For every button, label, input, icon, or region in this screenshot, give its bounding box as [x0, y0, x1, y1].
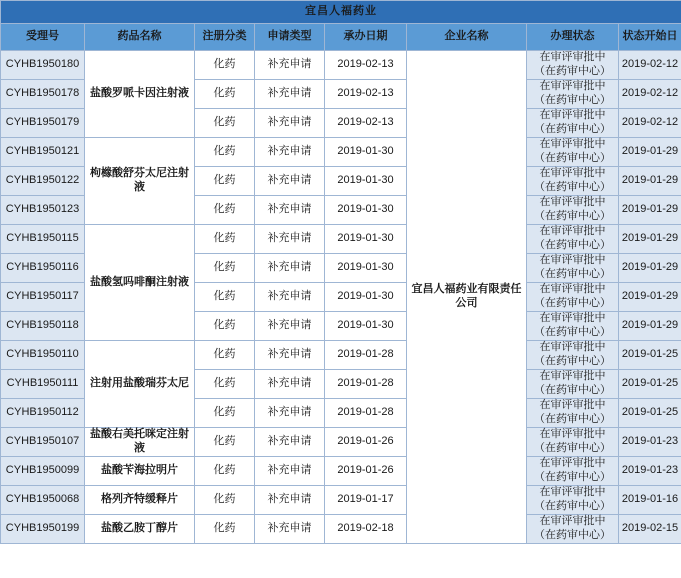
status-line-1: 在审评审批中 — [539, 51, 606, 64]
status-line-1: 在审评审批中 — [539, 399, 606, 412]
cell-application-type: 补充申请 — [255, 341, 325, 370]
cell-status-start-date: 2019-01-29 — [619, 167, 681, 196]
cell-process-status — [527, 312, 619, 341]
cell-status-start-date: 2019-01-29 — [619, 283, 681, 312]
cell-application-type: 补充申请 — [255, 283, 325, 312]
cell-process-status — [527, 399, 619, 428]
cell-application-type: 补充申请 — [255, 196, 325, 225]
column-header-drug-name: 药品名称 — [85, 24, 195, 51]
cell-acceptance-no: CYHB1950199 — [1, 515, 85, 544]
status-line-2: （在药审中心） — [534, 297, 611, 309]
cell-status-start-date: 2019-01-29 — [619, 312, 681, 341]
cell-registration-category: 化药 — [195, 515, 255, 544]
cell-registration-category: 化药 — [195, 370, 255, 399]
cell-undertake-date: 2019-02-13 — [325, 109, 407, 138]
cell-application-type: 补充申请 — [255, 138, 325, 167]
status-line-2: （在药审中心） — [534, 152, 611, 164]
cell-drug-name: 盐酸氢吗啡酮注射液 — [85, 225, 195, 341]
status-line-2: （在药审中心） — [534, 210, 611, 222]
cell-process-status — [527, 51, 619, 80]
cell-registration-category: 化药 — [195, 80, 255, 109]
cell-acceptance-no: CYHB1950068 — [1, 486, 85, 515]
status-line-2: （在药审中心） — [534, 123, 611, 135]
cell-undertake-date: 2019-01-17 — [325, 486, 407, 515]
status-line-2: （在药审中心） — [534, 181, 611, 193]
cell-process-status — [527, 196, 619, 225]
cell-registration-category: 化药 — [195, 399, 255, 428]
status-line-1: 在审评审批中 — [539, 312, 606, 325]
cell-drug-name: 注射用盐酸瑞芬太尼 — [85, 341, 195, 428]
cell-registration-category: 化药 — [195, 486, 255, 515]
cell-undertake-date: 2019-02-13 — [325, 51, 407, 80]
cell-acceptance-no: CYHB1950112 — [1, 399, 85, 428]
cell-status-start-date: 2019-01-29 — [619, 254, 681, 283]
table-body — [1, 51, 681, 544]
cell-undertake-date: 2019-01-28 — [325, 399, 407, 428]
cell-registration-category: 化药 — [195, 341, 255, 370]
column-header-process-status: 办理状态 — [527, 24, 619, 51]
cell-process-status — [527, 138, 619, 167]
cell-drug-name: 枸橼酸舒芬太尼注射液 — [85, 138, 195, 225]
cell-undertake-date: 2019-01-30 — [325, 196, 407, 225]
status-line-1: 在审评审批中 — [539, 167, 606, 180]
status-line-1: 在审评审批中 — [539, 370, 606, 383]
cell-application-type: 补充申请 — [255, 428, 325, 457]
cell-drug-name: 盐酸右美托咪定注射液 — [85, 428, 195, 457]
cell-application-type: 补充申请 — [255, 51, 325, 80]
cell-registration-category: 化药 — [195, 225, 255, 254]
cell-registration-category: 化药 — [195, 283, 255, 312]
cell-process-status — [527, 167, 619, 196]
status-line-1: 在审评审批中 — [539, 341, 606, 354]
status-line-1: 在审评审批中 — [539, 254, 606, 267]
cell-undertake-date: 2019-02-18 — [325, 515, 407, 544]
cell-undertake-date: 2019-01-28 — [325, 341, 407, 370]
cell-acceptance-no: CYHB1950099 — [1, 457, 85, 486]
cell-status-start-date: 2019-01-29 — [619, 225, 681, 254]
page-title: 宜昌人福药业 — [1, 1, 681, 24]
cell-registration-category: 化药 — [195, 428, 255, 457]
status-line-1: 在审评审批中 — [539, 428, 606, 441]
cell-application-type: 补充申请 — [255, 254, 325, 283]
table-row — [1, 225, 681, 254]
cell-company-name: 宜昌人福药业有限责任公司 — [407, 51, 527, 544]
cell-registration-category: 化药 — [195, 254, 255, 283]
cell-process-status — [527, 80, 619, 109]
table-row — [1, 486, 681, 515]
cell-application-type: 补充申请 — [255, 312, 325, 341]
cell-acceptance-no: CYHB1950107 — [1, 428, 85, 457]
cell-registration-category: 化药 — [195, 312, 255, 341]
cell-acceptance-no: CYHB1950121 — [1, 138, 85, 167]
cell-process-status — [527, 254, 619, 283]
cell-application-type: 补充申请 — [255, 80, 325, 109]
cell-registration-category: 化药 — [195, 457, 255, 486]
table-row — [1, 341, 681, 370]
column-header-registration-category: 注册分类 — [195, 24, 255, 51]
status-line-1: 在审评审批中 — [539, 515, 606, 528]
cell-registration-category: 化药 — [195, 167, 255, 196]
cell-application-type: 补充申请 — [255, 486, 325, 515]
cell-registration-category: 化药 — [195, 196, 255, 225]
cell-acceptance-no: CYHB1950111 — [1, 370, 85, 399]
status-line-1: 在审评审批中 — [539, 138, 606, 151]
cell-process-status — [527, 283, 619, 312]
status-line-2: （在药审中心） — [534, 500, 611, 512]
cell-registration-category: 化药 — [195, 138, 255, 167]
status-line-1: 在审评审批中 — [539, 486, 606, 499]
cell-status-start-date: 2019-01-23 — [619, 457, 681, 486]
cell-undertake-date: 2019-01-30 — [325, 225, 407, 254]
cell-process-status — [527, 109, 619, 138]
cell-status-start-date: 2019-01-29 — [619, 138, 681, 167]
cell-status-start-date: 2019-01-25 — [619, 399, 681, 428]
column-header-company-name: 企业名称 — [407, 24, 527, 51]
table-row — [1, 515, 681, 544]
status-line-2: （在药审中心） — [534, 268, 611, 280]
cell-status-start-date: 2019-02-12 — [619, 51, 681, 80]
status-line-1: 在审评审批中 — [539, 225, 606, 238]
status-line-2: （在药审中心） — [534, 94, 611, 106]
cell-status-start-date: 2019-02-12 — [619, 80, 681, 109]
cell-status-start-date: 2019-02-15 — [619, 515, 681, 544]
cell-status-start-date: 2019-01-29 — [619, 196, 681, 225]
cell-acceptance-no: CYHB1950117 — [1, 283, 85, 312]
cell-acceptance-no: CYHB1950122 — [1, 167, 85, 196]
cell-application-type: 补充申请 — [255, 370, 325, 399]
status-line-1: 在审评审批中 — [539, 109, 606, 122]
cell-application-type: 补充申请 — [255, 399, 325, 428]
cell-process-status — [527, 486, 619, 515]
cell-undertake-date: 2019-01-30 — [325, 138, 407, 167]
cell-status-start-date: 2019-01-25 — [619, 341, 681, 370]
cell-undertake-date: 2019-01-26 — [325, 457, 407, 486]
cell-acceptance-no: CYHB1950110 — [1, 341, 85, 370]
cell-drug-name: 盐酸罗哌卡因注射液 — [85, 51, 195, 138]
cell-drug-name: 盐酸乙胺丁醇片 — [85, 515, 195, 544]
status-line-1: 在审评审批中 — [539, 80, 606, 93]
cell-status-start-date: 2019-01-23 — [619, 428, 681, 457]
cell-process-status — [527, 515, 619, 544]
cell-application-type: 补充申请 — [255, 515, 325, 544]
cell-undertake-date: 2019-01-30 — [325, 254, 407, 283]
status-line-2: （在药审中心） — [534, 471, 611, 483]
cell-process-status — [527, 225, 619, 254]
cell-drug-name: 盐酸苄海拉明片 — [85, 457, 195, 486]
cell-acceptance-no: CYHB1950116 — [1, 254, 85, 283]
cell-registration-category: 化药 — [195, 109, 255, 138]
cell-acceptance-no: CYHB1950180 — [1, 51, 85, 80]
status-line-2: （在药审中心） — [534, 413, 611, 425]
status-line-2: （在药审中心） — [534, 239, 611, 251]
cell-undertake-date: 2019-01-30 — [325, 283, 407, 312]
table-row — [1, 138, 681, 167]
status-line-2: （在药审中心） — [534, 326, 611, 338]
cell-acceptance-no: CYHB1950118 — [1, 312, 85, 341]
cell-status-start-date: 2019-01-25 — [619, 370, 681, 399]
cell-acceptance-no: CYHB1950123 — [1, 196, 85, 225]
cell-undertake-date: 2019-01-26 — [325, 428, 407, 457]
cell-undertake-date: 2019-01-30 — [325, 167, 407, 196]
cell-registration-category: 化药 — [195, 51, 255, 80]
status-line-2: （在药审中心） — [534, 442, 611, 454]
table-row — [1, 51, 681, 80]
cell-status-start-date: 2019-01-16 — [619, 486, 681, 515]
status-line-2: （在药审中心） — [534, 355, 611, 367]
cell-process-status — [527, 341, 619, 370]
column-header-status-start-date: 状态开始日 — [619, 24, 681, 51]
cell-acceptance-no: CYHB1950179 — [1, 109, 85, 138]
cell-application-type: 补充申请 — [255, 109, 325, 138]
cell-application-type: 补充申请 — [255, 167, 325, 196]
status-line-2: （在药审中心） — [534, 65, 611, 77]
status-line-2: （在药审中心） — [534, 384, 611, 396]
cell-application-type: 补充申请 — [255, 225, 325, 254]
cell-status-start-date: 2019-02-12 — [619, 109, 681, 138]
cell-undertake-date: 2019-01-30 — [325, 312, 407, 341]
table-row — [1, 428, 681, 457]
cell-acceptance-no: CYHB1950115 — [1, 225, 85, 254]
table-row — [1, 457, 681, 486]
cell-drug-name: 格列齐特缓释片 — [85, 486, 195, 515]
cell-acceptance-no: CYHB1950178 — [1, 80, 85, 109]
column-header-undertake-date: 承办日期 — [325, 24, 407, 51]
column-header-acceptance-no: 受理号 — [1, 24, 85, 51]
cell-undertake-date: 2019-02-13 — [325, 80, 407, 109]
status-line-1: 在审评审批中 — [539, 283, 606, 296]
status-line-1: 在审评审批中 — [539, 196, 606, 209]
table-title-row — [1, 1, 681, 24]
column-header-application-type: 申请类型 — [255, 24, 325, 51]
status-line-1: 在审评审批中 — [539, 457, 606, 470]
cell-process-status — [527, 428, 619, 457]
cell-application-type: 补充申请 — [255, 457, 325, 486]
status-line-2: （在药审中心） — [534, 529, 611, 541]
cell-process-status — [527, 370, 619, 399]
cell-undertake-date: 2019-01-28 — [325, 370, 407, 399]
table-header-row — [1, 24, 681, 51]
cell-process-status — [527, 457, 619, 486]
